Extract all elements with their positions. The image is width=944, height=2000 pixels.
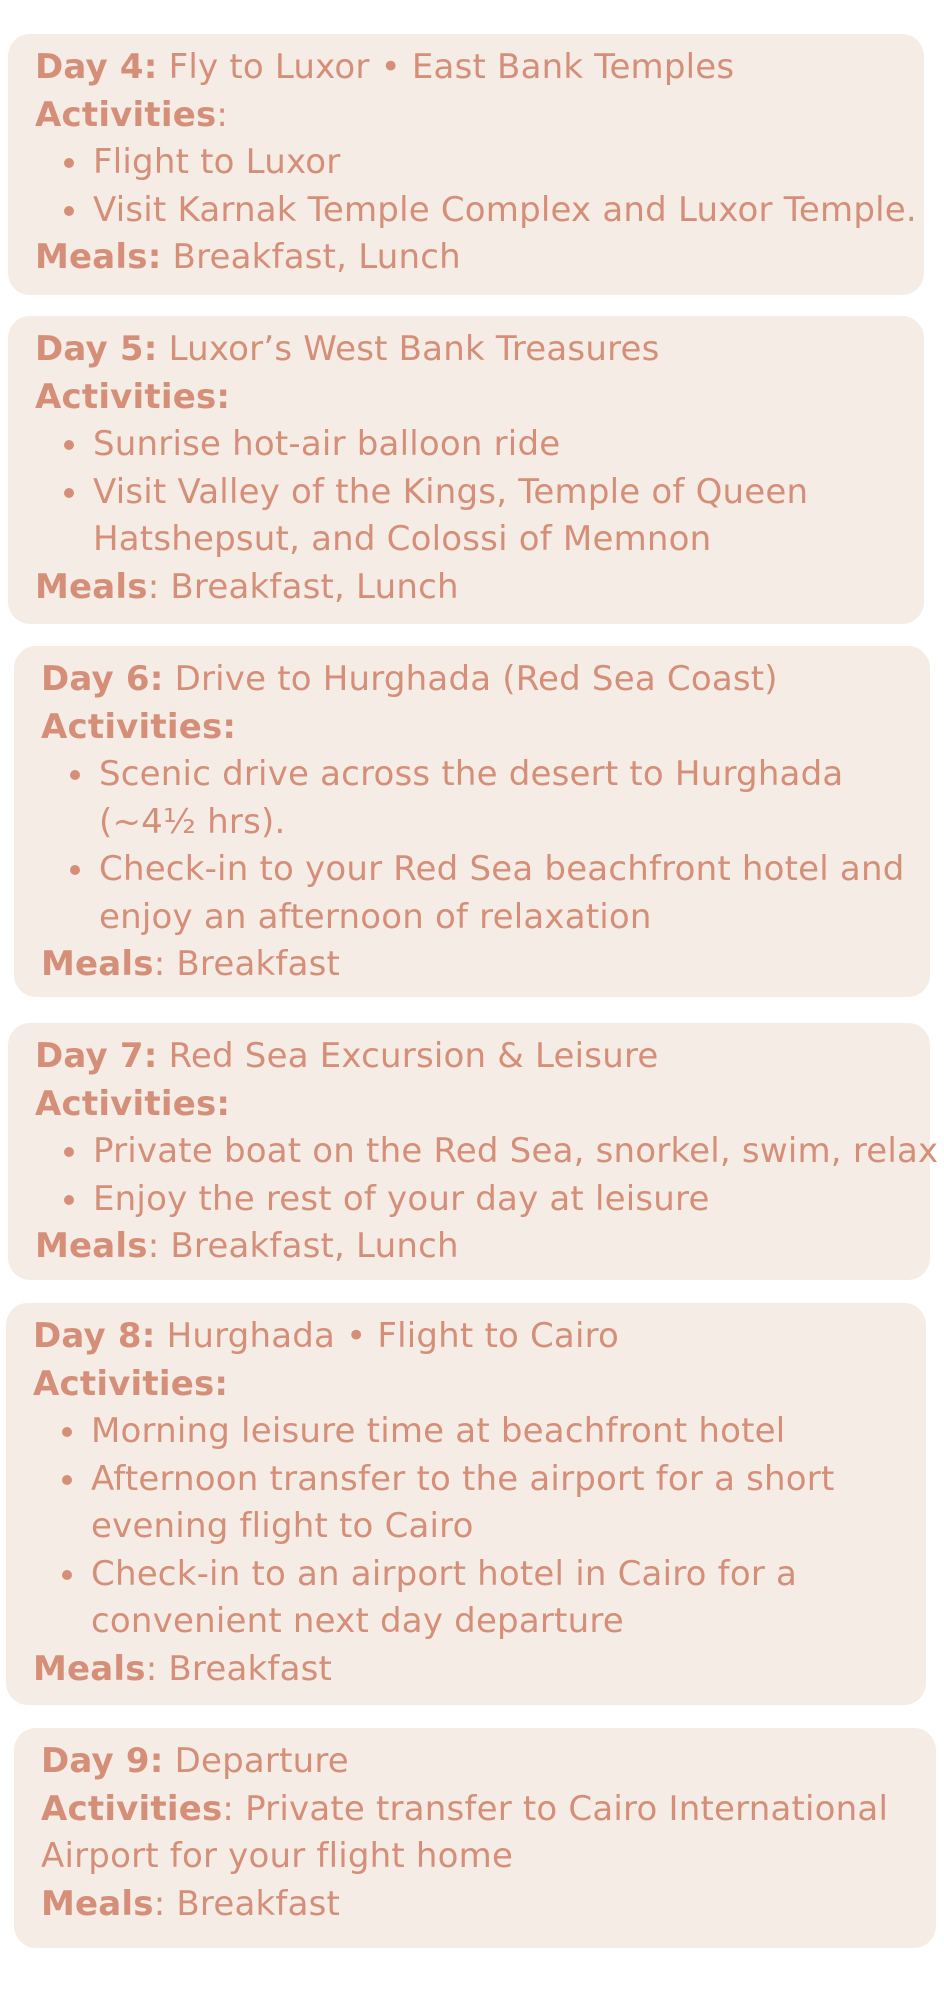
day-4-card [8, 34, 924, 295]
meals-line [35, 1223, 930, 1271]
day-label: Day 8: [33, 1316, 156, 1356]
day-title: Departure [163, 1741, 349, 1781]
list-item: Morning leisure time at beachfront hotel [91, 1408, 851, 1456]
day-label: Day 6: [41, 659, 164, 699]
day-8-card [6, 1303, 926, 1705]
list-item: Visit Karnak Temple Complex and Luxor Temple. [93, 187, 924, 235]
activities-list [35, 1128, 939, 1223]
activities-label: Activities [35, 94, 217, 135]
activities-label: Activities: [35, 1083, 231, 1124]
day-6-card [14, 646, 930, 997]
day-title: Drive to Hurghada (Red Sea Coast) [163, 659, 778, 699]
activities-label: Activities: [41, 706, 237, 747]
activities-label: Activities: [33, 1363, 229, 1404]
activities-paragraph [41, 1786, 901, 1881]
day-5-heading [35, 326, 924, 374]
day-6-heading [41, 656, 930, 704]
list-item: Check-in to your Red Sea beachfront hotel and enjoy an afternoon of relaxation [99, 846, 928, 941]
meals-line [35, 234, 924, 282]
list-item: Enjoy the rest of your day at leisure [93, 1176, 930, 1224]
meals-label: Meals [35, 566, 148, 607]
day-7-card [8, 1023, 939, 1280]
meals-label: Meals [41, 944, 154, 984]
meals-line [33, 1646, 926, 1694]
meals-line [35, 564, 924, 612]
activities-heading [41, 704, 930, 752]
day-title: Fly to Luxor • East Bank Temples [157, 47, 735, 87]
day-8-heading [33, 1313, 926, 1361]
activities-list [35, 139, 924, 234]
meals-value: : Breakfast [153, 944, 341, 984]
activities-label: Activities: [35, 376, 231, 417]
day-label: Day 7: [35, 1036, 158, 1076]
meals-value: : Breakfast, Lunch [147, 1226, 459, 1266]
list-item: Flight to Luxor [93, 139, 924, 187]
meals-label: Meals [35, 1226, 148, 1266]
day-label: Day 4: [35, 47, 158, 87]
day-4-heading [35, 44, 924, 92]
day-7-heading [35, 1033, 930, 1081]
day-5-card [8, 316, 924, 624]
day-title: Hurghada • Flight to Cairo [155, 1316, 620, 1356]
meals-value: : Breakfast [145, 1648, 333, 1689]
meals-value: : Breakfast, Lunch [147, 566, 459, 607]
list-item: Check-in to an airport hotel in Cairo for a convenient next day departure [91, 1551, 851, 1646]
list-item: Afternoon transfer to the airport for a short evening flight to Cairo [91, 1456, 851, 1551]
meals-value: Breakfast, Lunch [161, 237, 461, 277]
meals-label: Meals: [35, 237, 162, 277]
day-title: Luxor’s West Bank Treasures [157, 329, 660, 369]
meals-value: : Breakfast [153, 1883, 341, 1924]
activities-label-suffix: : [216, 94, 229, 135]
day-label: Day 9: [41, 1741, 164, 1781]
list-item: Scenic drive across the desert to Hurghada (~4½ hrs). [99, 751, 928, 846]
activities-heading [35, 92, 924, 140]
list-item: Visit Valley of the Kings, Temple of Queen Hatshepsut, and Colossi of Memnon [93, 469, 853, 564]
activities-heading [35, 1081, 930, 1129]
activities-label: Activities [41, 1788, 223, 1829]
meals-line [41, 1881, 936, 1929]
day-label: Day 5: [35, 329, 158, 369]
meals-line [41, 941, 930, 989]
activities-heading [35, 374, 924, 422]
activities-heading [33, 1361, 926, 1409]
day-9-card [14, 1728, 936, 1948]
activities-list [35, 421, 853, 564]
activities-list [41, 751, 928, 941]
day-title: Red Sea Excursion & Leisure [157, 1036, 659, 1076]
list-item: Private boat on the Red Sea, snorkel, swim, relax [93, 1128, 930, 1176]
meals-label: Meals [33, 1648, 146, 1689]
activities-list [33, 1408, 851, 1646]
activities-text: : Private transfer to Cairo International Airport for your flight home [41, 1788, 889, 1876]
day-9-heading [41, 1738, 936, 1786]
list-item: Sunrise hot-air balloon ride [93, 421, 853, 469]
meals-label: Meals [41, 1883, 154, 1924]
